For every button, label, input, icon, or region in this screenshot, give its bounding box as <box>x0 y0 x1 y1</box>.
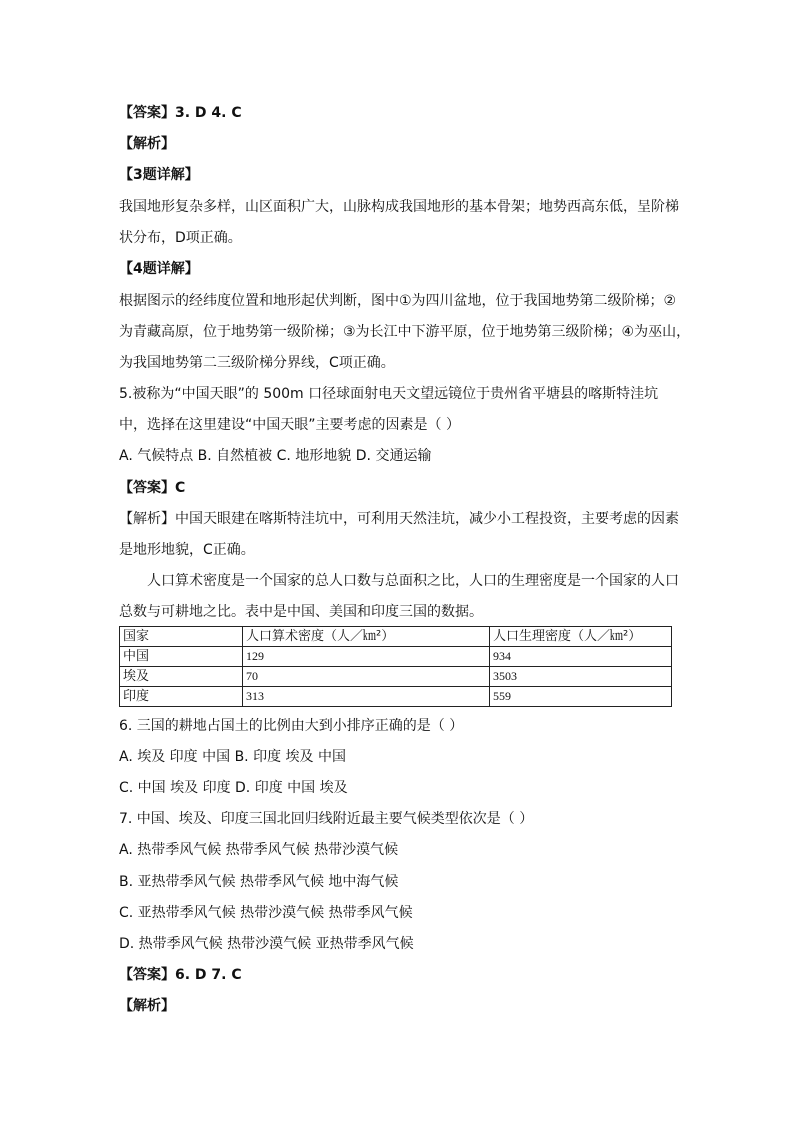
q6-options-ab: A. 埃及 印度 中国 B. 印度 埃及 中国 <box>119 749 346 765</box>
table-cell-country: 埃及 <box>120 667 243 687</box>
analysis-6-7-heading: 【解析】 <box>119 998 175 1014</box>
q3-detail-heading: 【3题详解】 <box>119 167 199 183</box>
table-cell-physiological-density: 934 <box>490 647 672 667</box>
table-header-cell: 人口生理密度（人／㎞²） <box>490 627 672 647</box>
analysis-heading: 【解析】 <box>119 136 175 152</box>
table-row <box>120 667 672 687</box>
q7-stem: 7. 中国、埃及、印度三国北回归线附近最主要气候类型依次是（ ） <box>119 811 534 827</box>
q7-option-c: C. 亚热带季风气候 热带沙漠气候 热带季风气候 <box>119 905 413 921</box>
table-cell-arithmetic-density: 129 <box>243 647 490 667</box>
q5-options: A. 气候特点 B. 自然植被 C. 地形地貌 D. 交通运输 <box>119 448 432 464</box>
table-cell-physiological-density: 559 <box>490 687 672 707</box>
q7-option-d: D. 热带季风气候 热带沙漠气候 亚热带季风气候 <box>119 936 414 952</box>
q6-options-cd: C. 中国 埃及 印度 D. 印度 中国 埃及 <box>119 780 348 796</box>
analysis-5-line2: 是地形地貌，C正确。 <box>119 542 255 558</box>
table-row <box>120 687 672 707</box>
q3-detail-line1: 我国地形复杂多样，山区面积广大，山脉构成我国地形的基本骨架；地势西高东低，呈阶梯 <box>119 199 679 215</box>
q3-detail-line2: 状分布，D项正确。 <box>119 230 242 246</box>
q4-detail-line1: 根据图示的经纬度位置和地形起伏判断，图中①为四川盆地，位于我国地势第二级阶梯；② <box>119 293 677 309</box>
table-cell-country: 中国 <box>120 647 243 667</box>
table-header-cell: 国家 <box>120 627 243 647</box>
intro-line1: 人口算术密度是一个国家的总人口数与总面积之比，人口的生理密度是一个国家的人口 <box>147 573 679 589</box>
table-cell-arithmetic-density: 313 <box>243 687 490 707</box>
q5-stem-line1: 5.被称为“中国天眼”的 500m 口径球面射电天文望远镜位于贵州省平塘县的喀斯特洼坑 <box>119 386 659 402</box>
q7-option-b: B. 亚热带季风气候 热带季风气候 地中海气候 <box>119 874 399 890</box>
table-cell-arithmetic-density: 70 <box>243 667 490 687</box>
q4-detail-heading: 【4题详解】 <box>119 261 199 277</box>
q4-detail-line3: 为我国地势第二三级阶梯分界线，C项正确。 <box>119 355 395 371</box>
q7-option-a: A. 热带季风气候 热带季风气候 热带沙漠气候 <box>119 842 399 858</box>
analysis-5-line1: 【解析】中国天眼建在喀斯特洼坑中，可利用天然洼坑，减少小工程投资，主要考虑的因素 <box>119 511 679 527</box>
q4-detail-line2: 为青藏高原，位于地势第一级阶梯；③为长江中下游平原，位于地势第三级阶梯；④为巫山， <box>119 324 691 340</box>
q6-stem: 6. 三国的耕地占国土的比例由大到小排序正确的是（ ） <box>119 718 464 734</box>
intro-line2: 总数与可耕地之比。表中是中国、美国和印度三国的数据。 <box>119 604 483 620</box>
answer-3-4: 【答案】3. D 4. C <box>119 105 242 121</box>
answer-6-7: 【答案】6. D 7. C <box>119 967 242 983</box>
table-cell-physiological-density: 3503 <box>490 667 672 687</box>
table-header-row <box>120 627 672 647</box>
table-row <box>120 647 672 667</box>
q5-stem-line2: 中，选择在这里建设“中国天眼”主要考虑的因素是（ ） <box>119 417 460 433</box>
table-cell-country: 印度 <box>120 687 243 707</box>
table-header-cell: 人口算术密度（人／㎞²） <box>243 627 490 647</box>
answer-5: 【答案】C <box>119 480 186 496</box>
population-density-table <box>119 626 672 707</box>
